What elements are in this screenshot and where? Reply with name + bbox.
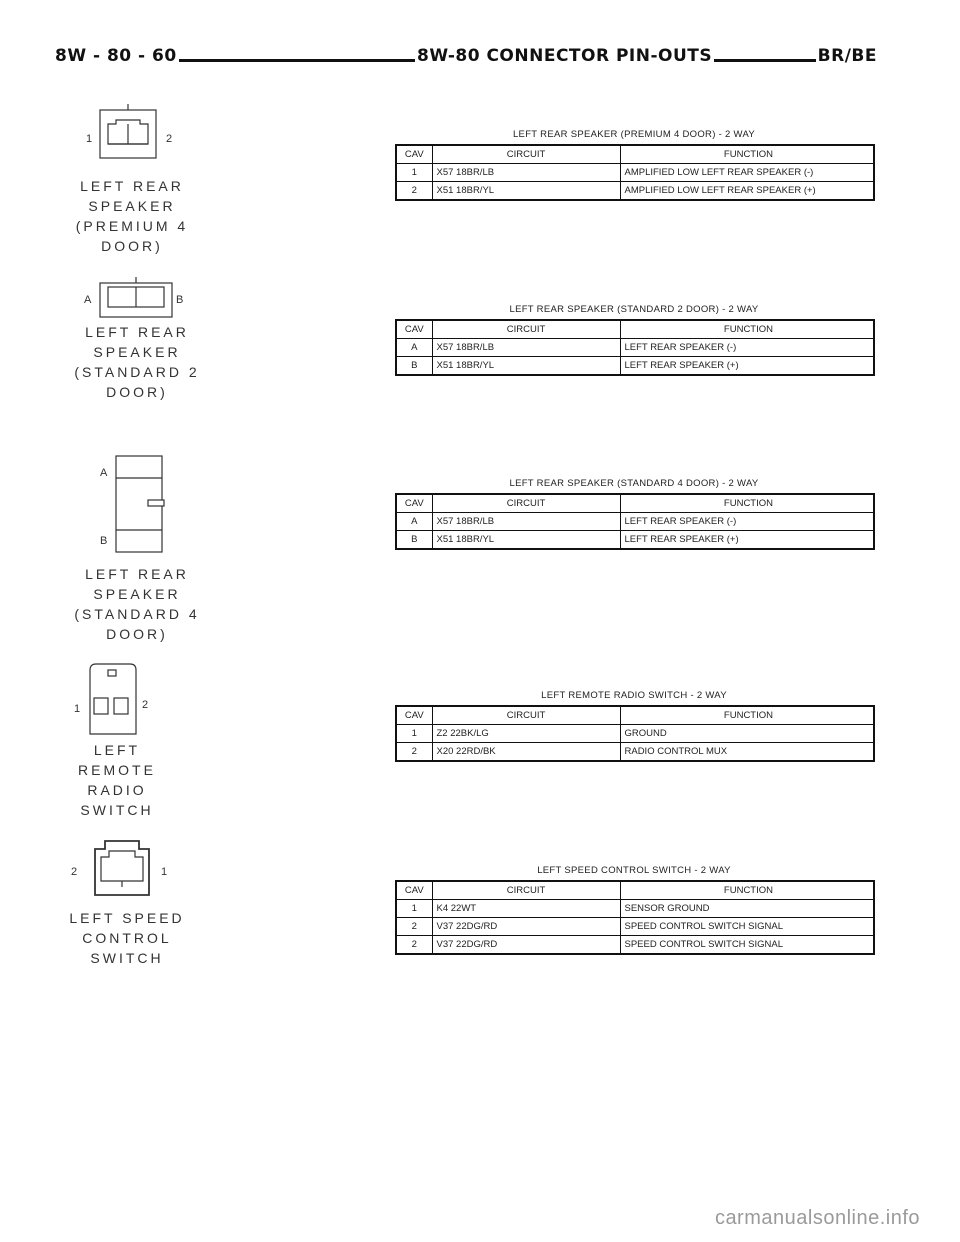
page-header: [55, 44, 877, 72]
cell-circuit: K4 22WT: [432, 900, 620, 918]
table-caption: LEFT REAR SPEAKER (STANDARD 2 DOOR) - 2 WAY: [509, 304, 759, 315]
col-header-function: FUNCTION: [620, 494, 874, 513]
table-header-row: [396, 706, 874, 725]
table-header-row: [396, 494, 874, 513]
cell-circuit: X57 18BR/LB: [432, 164, 620, 182]
page-number: 8W - 80 - 60: [55, 46, 177, 66]
col-header-cav: CAV: [396, 494, 432, 513]
cell-cav: B: [396, 357, 432, 376]
connector-label-speed-control-switch: LEFT SPEED CONTROL SWITCH: [69, 910, 185, 966]
connector-label-remote-radio-switch: LEFT REMOTE RADIO SWITCH: [78, 742, 156, 818]
cell-function: LEFT REAR SPEAKER (+): [620, 357, 874, 376]
table-row: [396, 357, 874, 376]
table-row: [396, 513, 874, 531]
cell-cav: 1: [396, 900, 432, 918]
cavity-label: A: [84, 294, 92, 306]
table-caption: LEFT REAR SPEAKER (STANDARD 4 DOOR) - 2 WAY: [509, 478, 759, 489]
cell-cav: 1: [396, 725, 432, 743]
table-row: [396, 743, 874, 762]
col-header-circuit: CIRCUIT: [432, 881, 620, 900]
table-header-row: [396, 881, 874, 900]
cavity-label: B: [100, 535, 108, 547]
table-row: [396, 531, 874, 550]
cavity-label: B: [176, 294, 184, 306]
cavity-label: A: [100, 467, 108, 479]
table-caption: LEFT REMOTE RADIO SWITCH - 2 WAY: [541, 690, 727, 701]
cell-function: SPEED CONTROL SWITCH SIGNAL: [620, 936, 874, 955]
connector-illustration-premium-4-door: [80, 100, 190, 170]
cell-cav: A: [396, 513, 432, 531]
col-header-function: FUNCTION: [620, 881, 874, 900]
connector-label-standard-4-door: LEFT REAR SPEAKER (STANDARD 4 DOOR): [74, 566, 200, 642]
pinout-table-remote-radio-switch: [395, 689, 873, 762]
cavity-label: 1: [74, 703, 81, 715]
connector-illustration-standard-2-door: [80, 275, 200, 325]
connector-label-standard-2-door: LEFT REAR SPEAKER (STANDARD 2 DOOR): [74, 324, 200, 400]
col-header-circuit: CIRCUIT: [432, 320, 620, 339]
cell-function: AMPLIFIED LOW LEFT REAR SPEAKER (+): [620, 182, 874, 201]
cell-function: GROUND: [620, 725, 874, 743]
table-row: [396, 725, 874, 743]
table-row: [396, 339, 874, 357]
cell-circuit: X57 18BR/LB: [432, 513, 620, 531]
cell-circuit: V37 22DG/RD: [432, 936, 620, 955]
table-row: [396, 900, 874, 918]
cell-cav: 2: [396, 918, 432, 936]
cell-cav: 2: [396, 743, 432, 762]
col-header-function: FUNCTION: [620, 320, 874, 339]
col-header-function: FUNCTION: [620, 145, 874, 164]
cell-function: SENSOR GROUND: [620, 900, 874, 918]
cell-function: LEFT REAR SPEAKER (-): [620, 513, 874, 531]
pinout-table-speed-control-switch: [395, 864, 873, 955]
cell-cav: B: [396, 531, 432, 550]
col-header-cav: CAV: [396, 320, 432, 339]
cell-cav: A: [396, 339, 432, 357]
cavity-label: 2: [71, 866, 78, 878]
cell-circuit: X51 18BR/YL: [432, 531, 620, 550]
cell-circuit: Z2 22BK/LG: [432, 725, 620, 743]
col-header-cav: CAV: [396, 706, 432, 725]
cell-function: RADIO CONTROL MUX: [620, 743, 874, 762]
col-header-circuit: CIRCUIT: [432, 494, 620, 513]
table-header-row: [396, 145, 874, 164]
table-caption: LEFT SPEED CONTROL SWITCH - 2 WAY: [537, 865, 731, 876]
table-row: [396, 164, 874, 182]
cell-function: SPEED CONTROL SWITCH SIGNAL: [620, 918, 874, 936]
col-header-function: FUNCTION: [620, 706, 874, 725]
connector-illustration-remote-radio-switch: [70, 660, 160, 740]
watermark-text: carmanualsonline.info: [714, 1207, 920, 1229]
connector-illustration-speed-control-switch: [65, 835, 175, 900]
pinout-table-standard-2-door: [395, 303, 873, 376]
col-header-circuit: CIRCUIT: [432, 706, 620, 725]
col-header-cav: CAV: [396, 881, 432, 900]
pinout-table-standard-4-door: [395, 477, 873, 550]
cell-circuit: X51 18BR/YL: [432, 182, 620, 201]
table-row: [396, 918, 874, 936]
cell-cav: 2: [396, 182, 432, 201]
cell-function: AMPLIFIED LOW LEFT REAR SPEAKER (-): [620, 164, 874, 182]
pinout-table-premium-4-door: [395, 128, 873, 201]
cell-cav: 2: [396, 936, 432, 955]
table-header-row: [396, 320, 874, 339]
table-caption: LEFT REAR SPEAKER (PREMIUM 4 DOOR) - 2 WAY: [512, 129, 756, 140]
connector-label-premium-4-door: LEFT REAR SPEAKER (PREMIUM 4 DOOR): [75, 178, 189, 254]
cell-cav: 1: [396, 164, 432, 182]
cavity-label: 1: [161, 866, 168, 878]
connector-illustration-standard-4-door: [90, 450, 180, 560]
cell-circuit: X51 18BR/YL: [432, 357, 620, 376]
cell-circuit: V37 22DG/RD: [432, 918, 620, 936]
cell-function: LEFT REAR SPEAKER (+): [620, 531, 874, 550]
cell-circuit: X57 18BR/LB: [432, 339, 620, 357]
section-title: 8W-80 CONNECTOR PIN-OUTS: [417, 46, 713, 66]
col-header-cav: CAV: [396, 145, 432, 164]
cavity-label: 1: [86, 133, 93, 145]
cell-circuit: X20 22RD/BK: [432, 743, 620, 762]
cell-function: LEFT REAR SPEAKER (-): [620, 339, 874, 357]
table-row: [396, 936, 874, 955]
col-header-circuit: CIRCUIT: [432, 145, 620, 164]
cavity-label: 2: [142, 699, 149, 711]
cavity-label: 2: [166, 133, 173, 145]
table-row: [396, 182, 874, 201]
model-code: BR/BE: [817, 46, 877, 66]
